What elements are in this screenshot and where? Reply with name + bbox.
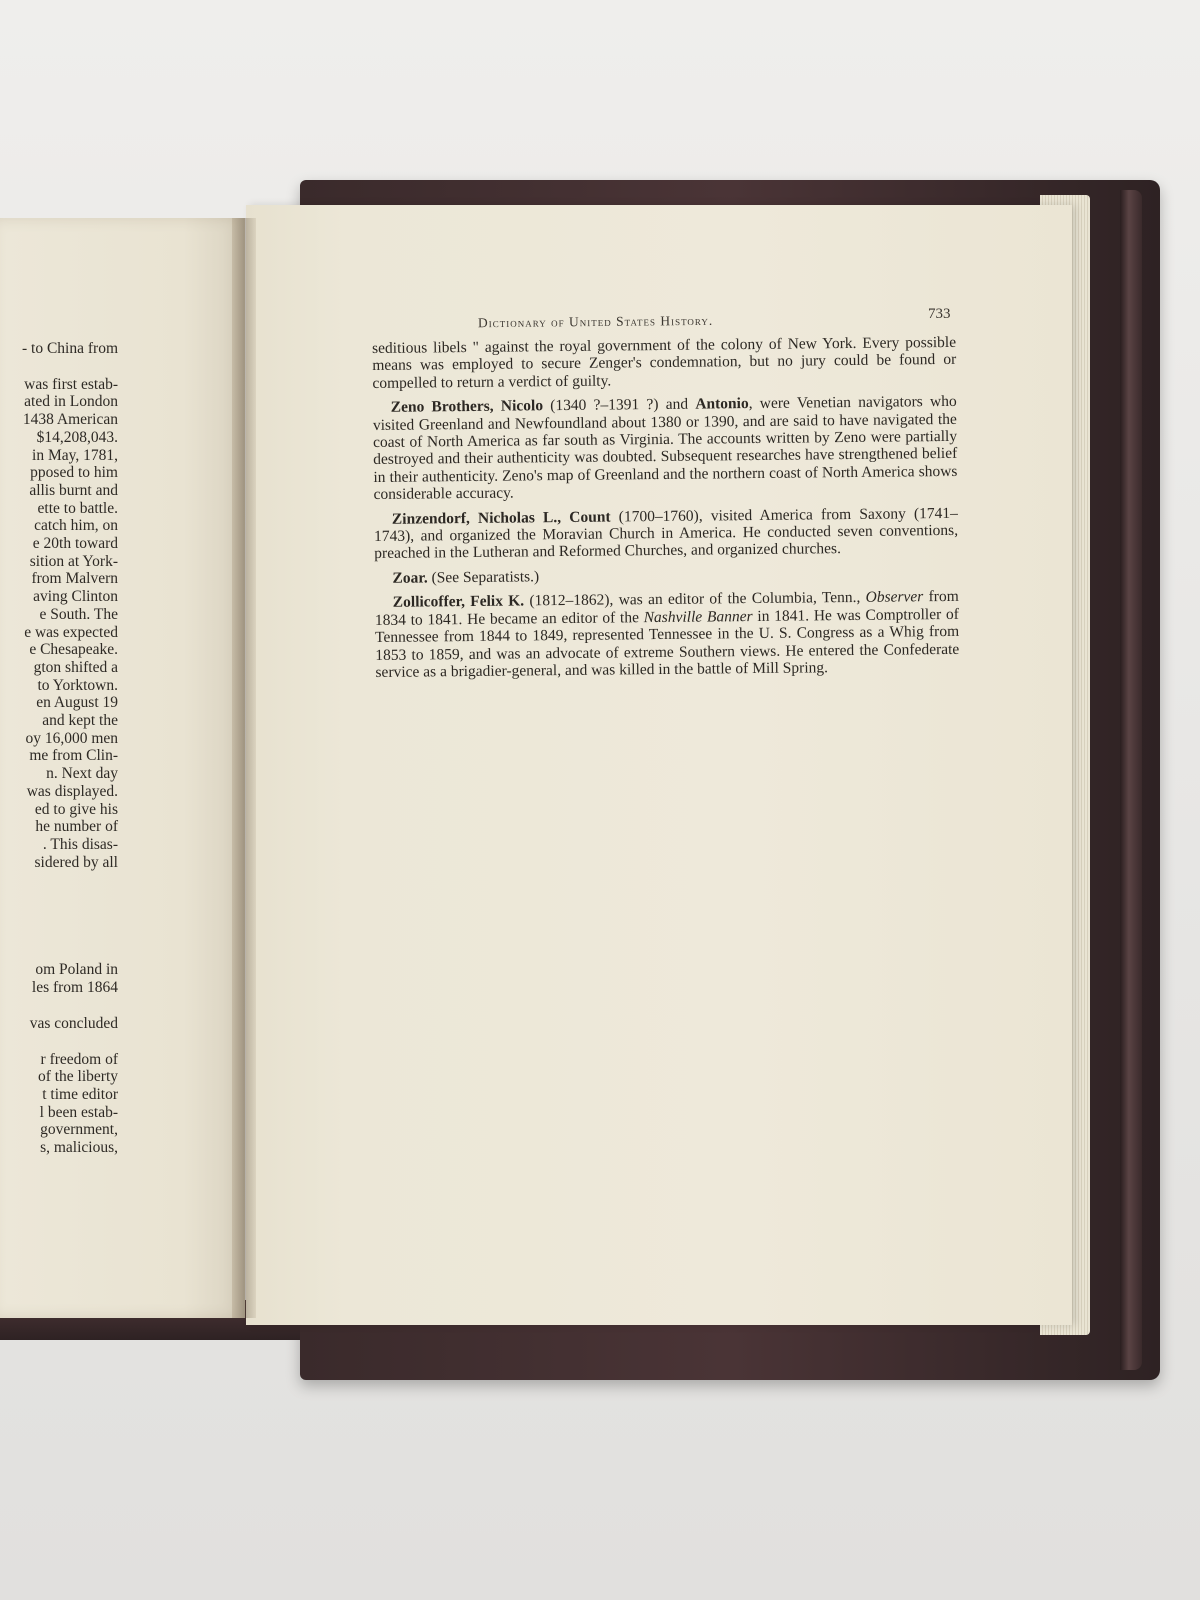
left-page-line: 1438 American <box>22 411 118 429</box>
entry-headword: Zoar. <box>392 569 428 587</box>
entry-headword: Zeno Brothers, Nicolo <box>390 397 544 417</box>
left-page-gap <box>0 997 118 1015</box>
entry-text: (1812–1862), was an editor of the Columbia, Tenn., <box>524 589 866 610</box>
left-page-line: allis burnt and <box>29 481 118 499</box>
left-page-line: en August 19 <box>36 694 118 712</box>
left-page-line: vas concluded <box>29 1014 118 1032</box>
entry-zinzendorf <box>374 505 959 563</box>
left-page-gap <box>0 943 118 961</box>
entry-zollicoffer <box>375 588 960 681</box>
left-page-line: in May, 1781, <box>32 446 118 464</box>
left-page-line: e 20th toward <box>32 535 118 553</box>
left-page-text <box>0 340 118 1157</box>
left-page-line: - to China from <box>22 340 118 357</box>
left-page-gap <box>0 1033 118 1051</box>
entry-italic: Nashville Banner <box>643 607 753 626</box>
left-page-line: of the liberty <box>37 1068 118 1086</box>
left-page-line: gton shifted a <box>33 658 118 676</box>
entry-text: , were Venetian navigators who visited Greenland and Newfoundland about 1380 or 1390, and are said to have navigated the coast of North America as far south as Virginia. The accounts written by Zeno were partially destroyed and their authenticity was doubted. Subsequent researches have strengthened belief in their authenticity. Zeno's map of Greenland and the northern coast of North America shows considerable accuracy. <box>372 393 958 504</box>
left-page-line: me from Clin- <box>29 747 118 765</box>
entry-text: (1340 ?–1391 ?) and <box>542 395 696 415</box>
entry-text: (1700–1760), visited America from Saxony (1741–1743), and organized the Moravian Church in America. He conducted seven conventions, preached in the Lutheran and Reformed Churches, and organized churches. <box>373 504 959 563</box>
entry-text: in 1841. He was Comptroller of Tennessee from 1844 to 1849, represented Tennessee in the U. S. Congress as a Whig from 1853 to 1859, and was an advocate of extreme Southern views. He entered the Confederate service as a brigadier-general, and was killed in the battle of Mill Spring. <box>375 605 960 681</box>
left-page-gap <box>0 907 118 925</box>
entry-continuation <box>372 334 957 392</box>
entry-italic: Observer <box>865 588 924 607</box>
left-page-gap <box>0 925 118 943</box>
left-page-gap <box>0 358 118 376</box>
entry-headword: Zinzendorf, Nicholas L., Count <box>391 508 611 528</box>
book-gutter <box>232 218 256 1318</box>
left-page-line: e was expected <box>24 623 118 641</box>
left-page-line: om Poland in <box>35 961 118 979</box>
dictionary-entries <box>372 334 960 688</box>
left-page-gap <box>0 889 118 907</box>
left-page-line: was displayed. <box>26 782 118 800</box>
left-page-line: was first estab- <box>24 375 118 393</box>
left-page-line: s, malicious, <box>40 1139 118 1157</box>
page-number: 733 <box>928 306 951 322</box>
left-page-line: e Chesapeake. <box>29 641 118 659</box>
book-cover-edge <box>1120 190 1142 1370</box>
entry-headword: Zollicoffer, Felix K. <box>392 592 525 612</box>
entry-zeno <box>373 393 958 504</box>
entry-zoar <box>374 564 958 588</box>
left-page-line: ed to give his <box>34 800 118 818</box>
left-page-line: government, <box>40 1121 118 1139</box>
left-page-line: les from 1864 <box>31 979 118 997</box>
left-page-line: from Malvern <box>31 570 118 588</box>
left-page-line: e South. The <box>39 605 118 623</box>
running-head: Dictionary of United States History. <box>477 312 714 331</box>
left-page-line: and kept the <box>42 712 118 730</box>
left-page-line: sidered by all <box>34 853 118 871</box>
left-page-line: ette to battle. <box>37 499 118 517</box>
entry-headword: Antonio <box>695 395 749 413</box>
entry-text: seditious libels " against the royal government of the colony of New York. Every possible means was employed to secure Zenger's condemnation, but no jury could be found or compelled to return a verdict of guilty. <box>372 333 957 392</box>
left-page-line: he number of <box>35 818 118 836</box>
left-page-line: $14,208,043. <box>36 428 118 446</box>
left-page-line: catch him, on <box>34 517 118 535</box>
left-page-line: oy 16,000 men <box>25 729 118 747</box>
left-page-line: aving Clinton <box>33 588 118 606</box>
left-page-line: . This disas- <box>42 835 118 853</box>
left-page-line: n. Next day <box>46 765 118 783</box>
left-page-line: sition at York- <box>29 552 118 570</box>
left-page-gap <box>0 871 118 889</box>
left-page-line: pposed to him <box>30 464 118 482</box>
entry-text: (See Separatists.) <box>427 568 540 587</box>
left-page-line: ated in London <box>24 393 118 411</box>
left-page-line: t time editor <box>42 1085 118 1103</box>
left-page-line: r freedom of <box>40 1050 118 1068</box>
entry-text: from 1834 to 1841. He became an editor of the <box>374 588 959 629</box>
left-page-line: to Yorktown. <box>37 676 118 694</box>
left-page-line: l been estab- <box>39 1103 118 1121</box>
